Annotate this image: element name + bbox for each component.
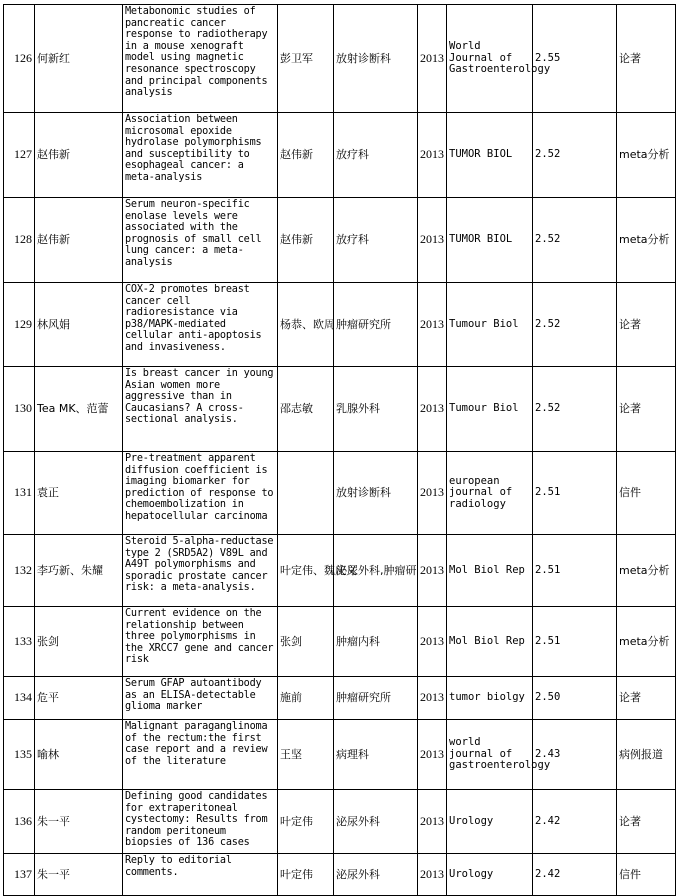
- row-number: 128: [4, 198, 35, 283]
- journal-name: Urology: [447, 790, 533, 854]
- publication-year: 2013: [418, 367, 447, 452]
- table-row: [4, 790, 676, 854]
- paper-title: Defining good candidates for extraperitoneal cystectomy: Results from random peritoneum biopsies of 136 cases: [123, 790, 278, 854]
- article-type: 论著: [617, 790, 676, 854]
- first-author: 张剑: [35, 607, 123, 677]
- department: 泌尿外科: [334, 790, 418, 854]
- corresponding-author: 赵伟新: [278, 198, 334, 283]
- paper-title: Metabonomic studies of pancreatic cancer response to radiotherapy in a mouse xenograft model using magnetic resonance spectroscopy and principal components analysis: [123, 5, 278, 113]
- article-type: meta分析: [617, 535, 676, 607]
- publication-year: 2013: [418, 283, 447, 367]
- row-number: 126: [4, 5, 35, 113]
- article-type: 论著: [617, 367, 676, 452]
- paper-title: Reply to editorial comments.: [123, 854, 278, 896]
- paper-title: Steroid 5-alpha-reductase type 2 (SRD5A2) V89L and A49T polymorphisms and sporadic prostate cancer risk: a meta-analysis.: [123, 535, 278, 607]
- table-row: [4, 535, 676, 607]
- article-type: 信件: [617, 452, 676, 535]
- table-row: [4, 113, 676, 198]
- corresponding-author: 叶定伟: [278, 790, 334, 854]
- impact-factor: 2.50: [533, 677, 617, 720]
- table-row: [4, 367, 676, 452]
- article-type: meta分析: [617, 198, 676, 283]
- impact-factor: 2.52: [533, 367, 617, 452]
- table-row: [4, 607, 676, 677]
- table-row: [4, 452, 676, 535]
- article-type: 论著: [617, 5, 676, 113]
- publication-year: 2013: [418, 113, 447, 198]
- paper-title: Malignant paraganglinoma of the rectum:the first case report and a review of the literature: [123, 720, 278, 790]
- article-type: meta分析: [617, 607, 676, 677]
- journal-name: TUMOR BIOL: [447, 113, 533, 198]
- impact-factor: 2.42: [533, 790, 617, 854]
- paper-title: Is breast cancer in young Asian women more aggressive than in Caucasians? A cross-sectional analysis.: [123, 367, 278, 452]
- row-number: 136: [4, 790, 35, 854]
- row-number: 129: [4, 283, 35, 367]
- table-row: [4, 720, 676, 790]
- publication-year: 2013: [418, 677, 447, 720]
- table-body: [4, 5, 676, 896]
- publication-year: 2013: [418, 854, 447, 896]
- publication-year: 2013: [418, 607, 447, 677]
- journal-name: Urology: [447, 854, 533, 896]
- publication-year: 2013: [418, 198, 447, 283]
- paper-title: COX-2 promotes breast cancer cell radioresistance via p38/MAPK-mediated cellular anti-apoptosis and invasiveness.: [123, 283, 278, 367]
- impact-factor: 2.43: [533, 720, 617, 790]
- impact-factor: 2.52: [533, 113, 617, 198]
- corresponding-author: 叶定伟、魏庆义: [278, 535, 334, 607]
- department: 放疗科: [334, 113, 418, 198]
- table-row: [4, 854, 676, 896]
- row-number: 131: [4, 452, 35, 535]
- table-row: [4, 283, 676, 367]
- first-author: 朱一平: [35, 854, 123, 896]
- row-number: 132: [4, 535, 35, 607]
- row-number: 130: [4, 367, 35, 452]
- impact-factor: 2.51: [533, 607, 617, 677]
- corresponding-author: 张剑: [278, 607, 334, 677]
- journal-name: TUMOR BIOL: [447, 198, 533, 283]
- corresponding-author: 彭卫军: [278, 5, 334, 113]
- row-number: 127: [4, 113, 35, 198]
- first-author: Tea MK、范蕾: [35, 367, 123, 452]
- department: 病理科: [334, 720, 418, 790]
- journal-name: Tumour Biol: [447, 283, 533, 367]
- paper-title: Association between microsomal epoxide hydrolase polymorphisms and susceptibility to esophageal cancer: a meta-analysis: [123, 113, 278, 198]
- row-number: 137: [4, 854, 35, 896]
- corresponding-author: 杨恭、欧周: [278, 283, 334, 367]
- corresponding-author: 王坚: [278, 720, 334, 790]
- table-row: [4, 198, 676, 283]
- journal-name: Tumour Biol: [447, 367, 533, 452]
- paper-title: Serum neuron-specific enolase levels were associated with the prognosis of small cell lung cancer: a meta-analysis: [123, 198, 278, 283]
- journal-name: european journal of radiology: [447, 452, 533, 535]
- row-number: 134: [4, 677, 35, 720]
- corresponding-author: [278, 452, 334, 535]
- corresponding-author: 赵伟新: [278, 113, 334, 198]
- impact-factor: 2.42: [533, 854, 617, 896]
- row-number: 133: [4, 607, 35, 677]
- publication-year: 2013: [418, 720, 447, 790]
- corresponding-author: 施前: [278, 677, 334, 720]
- article-type: meta分析: [617, 113, 676, 198]
- table-row: [4, 5, 676, 113]
- impact-factor: 2.52: [533, 283, 617, 367]
- first-author: 喻林: [35, 720, 123, 790]
- article-type: 信件: [617, 854, 676, 896]
- impact-factor: 2.52: [533, 198, 617, 283]
- impact-factor: 2.55: [533, 5, 617, 113]
- first-author: 危平: [35, 677, 123, 720]
- publication-table: [3, 4, 676, 896]
- table-row: [4, 677, 676, 720]
- impact-factor: 2.51: [533, 452, 617, 535]
- journal-name: world journal of gastroenterology: [447, 720, 533, 790]
- paper-title: Serum GFAP autoantibody as an ELISA-detectable glioma marker: [123, 677, 278, 720]
- journal-name: World Journal of Gastroenterology: [447, 5, 533, 113]
- paper-title: Current evidence on the relationship between three polymorphisms in the XRCC7 gene and cancer risk: [123, 607, 278, 677]
- first-author: 朱一平: [35, 790, 123, 854]
- department: 肿瘤内科: [334, 607, 418, 677]
- department: 肿瘤研究所: [334, 677, 418, 720]
- row-number: 135: [4, 720, 35, 790]
- department: 放疗科: [334, 198, 418, 283]
- first-author: 林风娟: [35, 283, 123, 367]
- publication-year: 2013: [418, 535, 447, 607]
- publication-year: 2013: [418, 5, 447, 113]
- first-author: 何新红: [35, 5, 123, 113]
- first-author: 赵伟新: [35, 198, 123, 283]
- article-type: 论著: [617, 283, 676, 367]
- first-author: 赵伟新: [35, 113, 123, 198]
- department: 泌尿外科,肿瘤研: [334, 535, 418, 607]
- department: 肿瘤研究所: [334, 283, 418, 367]
- article-type: 病例报道: [617, 720, 676, 790]
- department: 泌尿外科: [334, 854, 418, 896]
- paper-title: Pre-treatment apparent diffusion coefficient is imaging biomarker for prediction of response to chemoembolization in hepatocellular carcinoma: [123, 452, 278, 535]
- impact-factor: 2.51: [533, 535, 617, 607]
- journal-name: Mol Biol Rep: [447, 607, 533, 677]
- corresponding-author: 邵志敏: [278, 367, 334, 452]
- publication-year: 2013: [418, 790, 447, 854]
- first-author: 袁正: [35, 452, 123, 535]
- journal-name: Mol Biol Rep: [447, 535, 533, 607]
- department: 放射诊断科: [334, 5, 418, 113]
- publication-year: 2013: [418, 452, 447, 535]
- journal-name: tumor biolgy: [447, 677, 533, 720]
- first-author: 李巧新、朱耀: [35, 535, 123, 607]
- article-type: 论著: [617, 677, 676, 720]
- department: 放射诊断科: [334, 452, 418, 535]
- corresponding-author: 叶定伟: [278, 854, 334, 896]
- department: 乳腺外科: [334, 367, 418, 452]
